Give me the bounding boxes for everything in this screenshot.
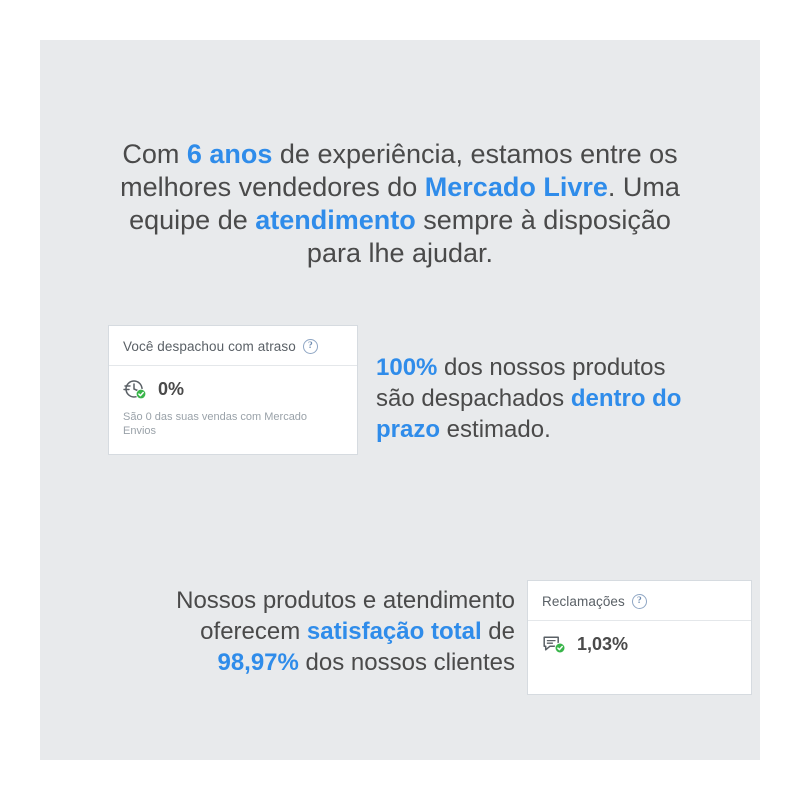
shipping-highlight-ontime: dentro do prazo (376, 385, 682, 443)
late-card-note: São 0 das suas vendas com Mercado Envios (123, 411, 308, 437)
claims-card-title: Reclamações (542, 594, 625, 609)
shipping-text (376, 352, 706, 445)
headline-highlight-marketplace: Mercado Livre (424, 172, 608, 202)
help-icon[interactable]: ? (632, 594, 647, 609)
claims-card-metric (528, 621, 751, 655)
claims-card-value: 1,03% (577, 633, 629, 654)
satisfaction-part1: Nossos produtos e atendimento oferecem (176, 587, 515, 645)
headline (100, 138, 700, 270)
late-card-metric (109, 366, 357, 400)
shipping-highlight-percent: 100% (376, 354, 438, 381)
headline-highlight-years: 6 anos (186, 139, 273, 169)
satisfaction-text (115, 585, 515, 678)
satisfaction-part2: de (481, 618, 515, 645)
clock-check-icon (123, 378, 149, 400)
chat-check-icon (542, 633, 568, 655)
help-icon[interactable]: ? (303, 339, 318, 354)
late-card-value: 0% (158, 378, 185, 399)
headline-part3: . Uma equipe de (129, 172, 680, 235)
late-card-title: Você despachou com atraso (123, 339, 296, 354)
headline-highlight-support: atendimento (255, 205, 416, 235)
headline-part2: de experiência, estamos entre os melhores vendedores do (120, 139, 678, 202)
headline-part1: Com (122, 139, 187, 169)
satisfaction-highlight-total: satisfação total (306, 618, 482, 645)
shipping-part1: dos nossos produtos são despachados (376, 354, 666, 412)
content-panel (40, 40, 760, 760)
late-card-header (109, 326, 357, 354)
satisfaction-highlight-percent: 98,97% (217, 649, 299, 676)
late-shipment-card (108, 325, 358, 455)
headline-part4: sempre à disposição para lhe ajudar. (306, 205, 671, 268)
claims-card-header (528, 581, 751, 609)
satisfaction-part3: dos nossos clientes (298, 649, 515, 676)
claims-card (527, 580, 752, 695)
shipping-part2: estimado. (440, 416, 551, 443)
